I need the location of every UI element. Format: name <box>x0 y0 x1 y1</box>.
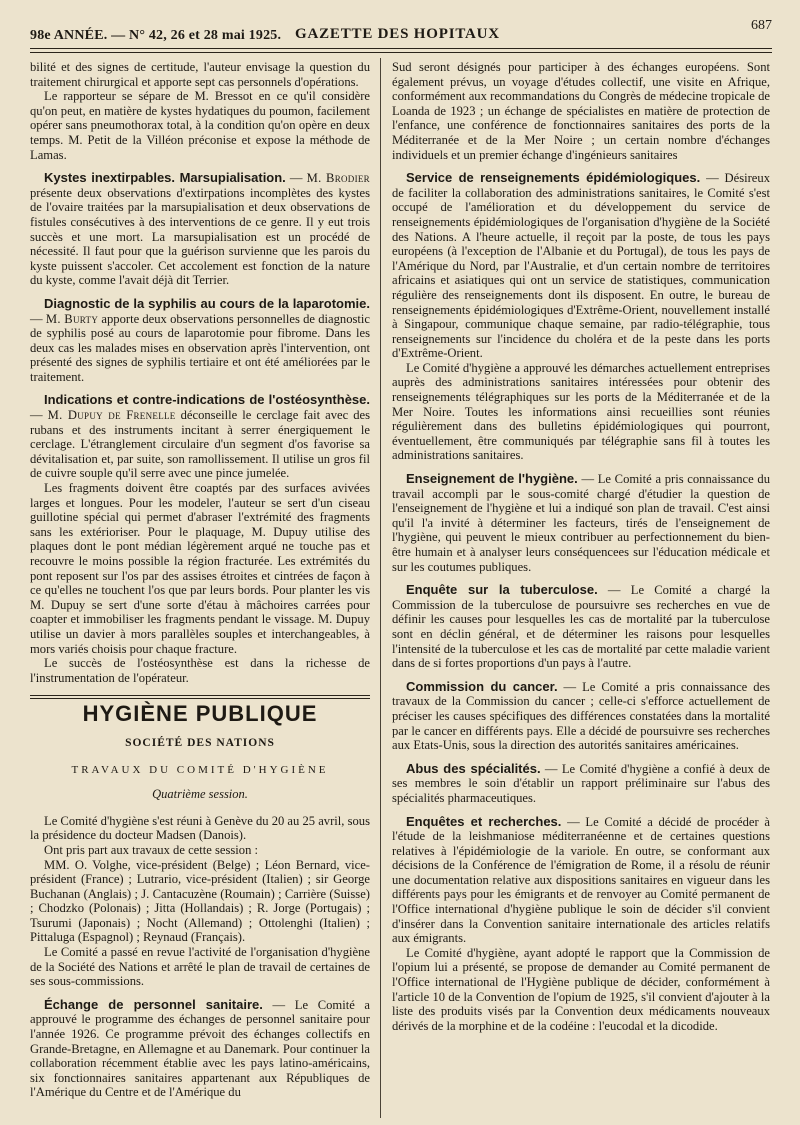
page-header <box>30 16 772 46</box>
paragraph: Ont pris part aux travaux de cette session : <box>44 842 259 857</box>
section-text: Le Comité a pris connaissance des travaux de la Commission du cancer ; celle-ci s'efforce actuellement de préciser les causes spécifiques des différences constatées dans la mortalité par le cancer en différents pays. Elle a décidé de poursuivre ses recherches aux Etats-Unis, sous la direction des autorités sanitaires américaines. <box>392 679 771 753</box>
section-heading: Diagnostic de la syphilis au cours de la laparotomie. <box>44 295 370 311</box>
section-text: Le Comité d'hygiène a confié à deux de ses membres le soin d'établir un rapport préliminaire sur l'abus des spécialités pharmaceutiques. <box>392 761 770 805</box>
section-heading: Enseignement de l'hygiène. <box>406 471 578 487</box>
section-specialites: Abus des spécialités. — Le Comité d'hygiène a confié à deux de ses membres le soin d'établir un rapport préliminaire sur l'abus des spécialités pharmaceutiques. <box>392 760 770 805</box>
section-text: Désireux de faciliter la collaboration des administrations sanitaires, le Comité s'est occupé de l'amélioration et du développement du service de renseignements épidémiologiques de l'organisation d'hygiène de la Société des Nations. A l'heure actuelle, il reçoit par la poste, de tous les pays européens (à l'exception de l'Albanie et du Portugal), de tous les pays de l'Amérique du Nord, par l'Australie, et d'un certain nombre de territoires africains et asiatiques qui ont un service de statistiques, communication régulière des renseignements dont ils disposent. En outre, le bureau de renseignements épidémiologiques d'Extrême-Orient, nouvellement installé à Singapour, communique chaque semaine, par radio-télégraphie, tous renseignements sur l'incidence du choléra et de la peste dans les ports d'Extrême-Orient. <box>392 171 770 361</box>
author-name: M. Burty <box>45 311 99 326</box>
section-renseignements: Service de renseignements épidémiologiques. — Désireux de faciliter la collaboration des administrations sanitaires, le Comité s'est occupé de l'amélioration et du développement du service de renseignements épidémiologiques de l'organisation d'hygiène de la Société des Nations. A l'heure actuelle, il reçoit par la poste, de tous les pays européens (à l'exception de l'Albanie et du Portugal), de tous les pays de l'Amérique du Nord, par l'Australie, et d'un certain nombre de territoires africains et asiatiques qui ont un service de statistiques, communication régulière des renseignements dont ils disposent. En outre, le bureau de renseignements épidémiologiques d'Extrême-Orient, nouvellement installé à Singapour, communique chaque semaine, par radio-télégraphie, tous renseignements sur l'incidence du choléra et de la peste dans les ports d'Extrême-Orient. <box>392 170 770 361</box>
section-cancer: Commission du cancer. — Le Comité a pris connaissance des travaux de la Commission du cancer ; celle-ci s'efforce actuellement de préciser les causes spécifiques des différences constatées dans la mortalité par le cancer en différents pays. Elle a décidé de poursuivre ses recherches aux Etats-Unis, sous la direction des autorités sanitaires américaines. <box>392 678 771 753</box>
paragraph: Le rapporteur se sépare de M. Bressot en ce qu'il considère qu'on peut, en matière de kystes hydatiques du poumon, facilement opérer sans pneumothorax total, à la condition qu'on opère en deux temps. M. Petit de la Villéon préconise et expose la méthode de Lamas. <box>30 89 370 162</box>
paragraph: Le succès de l'ostéosynthèse est dans la richesse de l'instrumentation de l'opérateur. <box>30 656 370 685</box>
section-recherches: Enquêtes et recherches. — Le Comité a décidé de procéder à l'étude de la leishmaniose méditerranéenne et de certaines questions relatives à l'épidémiologie de la variole. En outre, se conformant aux décisions de la Conférence de l'émigration de Rome, il a résolu de réunir une documentation relative aux dispositions sanitaires en vigueur dans les différents pays pour les émigrants et de renvoyer au Comité permanent de l'Office international d'hygiène publique le soin de décider s'il convient d'insérer dans la Convention sanitaire internationale des articles relatifs aux émigrants. <box>392 813 770 946</box>
paragraph: Sud seront désignés pour participer à des échanges européens. Sont également prévus, un voyage d'études collectif, une visite en Afrique, conformément aux recommandations du Congrès de médecine tropicale de Loanda de 1923 ; un échange de spécialistes en matière de protection de l'enfance, une conférence de fonctionnaires sanitaires des ports de la Méditerranée et de la Mer Noire ; un certain nombre d'échanges individuels et un premier échange d'ingénieurs sanitaires <box>392 60 770 162</box>
paragraph: Le Comité d'hygiène a approuvé les démarches actuellement entreprises auprès des administrations sanitaires intéressées pour obtenir des renseignements télégraphiques sur les ports de la Méditerranée et de la Mer Noire. Toutes les informations ainsi recueillies sont réunies régulièrement dans des bulletins épidémiologiques qui pourront, éventuellement, être communiqués par télégraphie sans fil à toutes les administrations sanitaires. <box>392 360 770 463</box>
author-name: M. Dupuy de Frenelle <box>47 408 176 423</box>
paragraph: MM. O. Volghe, vice-président (Belge) ; Léon Bernard, vice-président (France) ; Lutrario, vice-président (Italien) ; sir George Buchanan (Anglais) ; J. Cantacuzène (Roumain) ; Carrière (Suisse) ; Chodzko (Polonais) ; Jitta (Hollandais) ; R. Jorge (Portugais) ; Tsurumi (Japonais) ; Nocht (Allemand) ; Ottolenghi (Italien) ; Pittaluga (Espagnol) ; Reynaud (Français). <box>30 857 370 945</box>
section-tuberculose: Enquête sur la tuberculose. — Le Comité a chargé la Commission de la tuberculose de poursuivre ses recherches en vue de définir les causes pour lesquelles les cas de mortalité par la tuberculose sont en déclin général, et de déterminer les raisons pour lesquelles l'intensité de la tuberculose et les cas de mortalité par cette maladie varient dans de si fortes proportions d'un pays à l'autre. <box>392 582 770 671</box>
paragraph: Le Comité a passé en revue l'activité de l'organisation d'hygiène de la Société des Nations et arrêté le plan de travail de certaines de ses sous-commissions. <box>30 945 370 989</box>
header-rule <box>30 48 772 53</box>
section-heading: Commission du cancer. <box>406 678 558 694</box>
section-heading: Abus des spécialités. <box>406 760 541 776</box>
section-heading: Enquête sur la tuberculose. <box>406 582 598 598</box>
section-text: Le Comité a pris connaissance du travail accompli par le sous-comité chargé d'étudier la question de l'enseignement de l'hygiène et lui a indiqué son plan de travail. C'est ainsi qu'il l'a invité à déterminer les facteurs, tirés de l'enseignement de l'hygiène, qui peuvent le mieux contribuer au perfectionnement du bien-être humain et à analyser leurs conséquencees sur l'éducation médicale et sur les coutumes publiques. <box>392 472 770 574</box>
travaux-heading: TRAVAUX DU COMITÉ D'HYGIÈNE <box>71 763 329 776</box>
paragraph: Le Comité d'hygiène, ayant adopté le rapport que la Commission de l'opium lui a présenté, se propose de demander au Comité permanent de l'Office international de l'Hygiène publique de décider, conformément à l'article 10 de la Convention de l'opium de 1925, s'il convient d'ajouter à la liste des produits visés par la Convention deux médicaments nouveaux dérivés de la morphine et de la codéine : l'eucodal et la dicodide. <box>392 945 770 1033</box>
section-heading: Échange de personnel sanitaire. <box>44 996 263 1012</box>
section-heading: Service de renseignements épidémiologiques. <box>406 170 701 186</box>
section-echange: Échange de personnel sanitaire. — Le Comité a approuvé le programme des échanges de personnel sanitaire pour l'année 1926. Ce programme prévoit des échanges collectifs en Grande-Bretagne, en Allemagne et au Danemark. Pour continuer la collaboration récemment établie avec les pays latino-américains, six fonctionnaires sanitaires appartenant aux Républiques de l'Amérique du Centre et de l'Amérique du <box>30 996 371 1100</box>
section-text: Le Comité a approuvé le programme des échanges de personnel sanitaire pour l'année 1926. Ce programme prévoit des échanges collectifs en Grande-Bretagne, en Allemagne et au Danemark. Pour continuer la collaboration récemment établie avec les pays latino-américains, six fonctionnaires sanitaires appartenant aux Républiques de l'Amérique du Centre et de l'Amérique du <box>30 997 371 1100</box>
section-text: présente deux observations d'extirpations incomplètes des kystes de l'ovaire traitées par la marsupialisation et deux observations de fistules consécutives à des interventions de ce genre. Il y eut trois succès et une mort. La marsupialisation est un procédé de nécessité. Il faut pour que la guérison survienne que les parois du kyste puissent s'accoler. Cet accolement est fonction de la nature du kyste, comme l'avait déjà dit Terrier. <box>30 185 370 288</box>
paragraph: Les fragments doivent être coaptés par des surfaces avivées larges et longues. Pour les modeler, l'auteur se sert d'un ciseau guillotine spécial qui permet d'abraser l'extrémité des fragments sans les extérioriser. Pour le plaquage, M. Dupuy utilise des plaques dont le pont médian légèrement arqué ne touche pas et recouvre le moins possible la région fracturée. Les extrémités du pont reposent sur l'os par des assises étroites et cintrées de façon à ce qu'elles ne touchent l'os que par leurs bords. Pour planter les vis M. Dupuy se sert d'une sorte d'étau à mâchoires carrées pour coapter et immobiliser les fragments pendant le vissage. M. Dupuy utilise un davier à mors parallèles souples et interchangeables, à mors variés choisis pour chaque fracture. <box>30 481 370 656</box>
section-heading: Kystes inextirpables. Marsupialisation. <box>44 170 286 186</box>
section-marsupialisation: Kystes inextirpables. Marsupialisation. — M. Brodier présente deux observations d'extirpations incomplètes des kystes de l'ovaire traitées par la marsupialisation et deux observations de fistules consécutives à des interventions de ce genre. Il y eut trois succès et une mort. La marsupialisation est un procédé de nécessité. Il faut pour que la guérison survienne que les parois du kyste puissent s'accoler. Cet accolement est fonction de la nature du kyste, comme l'avait déjà dit Terrier. <box>30 170 370 288</box>
section-text: apporte deux observations personnelles de diagnostic de syphilis posé au cours de laparotomie pour fibrome. Dans les deux cas les malades mises en observation après l'intervention, ont présenté des signes de syphilis tertiaire et ont été améliorées par le traitement. <box>30 311 370 384</box>
left-column <box>30 60 370 1100</box>
hygiene-title: HYGIÈNE PUBLIQUE <box>82 701 318 727</box>
page-number: 687 <box>751 18 772 33</box>
paragraph: Le Comité d'hygiène s'est réuni à Genève du 20 au 25 avril, sous la présidence du docteur Madsen (Danois). <box>30 813 370 843</box>
section-text: Le Comité a décidé de procéder à l'étude de la leishmaniose méditerranéenne et de certaines questions relatives à l'épidémiologie de la variole. En outre, se conformant aux décisions de la Conférence de l'émigration de Rome, il a résolu de réunir une documentation relative aux dispositions sanitaires en vigueur dans les différents pays pour les émigrants et de renvoyer au Comité permanent de l'Office international d'hygiène publique le soin de décider s'il convient d'insérer dans la Convention sanitaire internationale des articles relatifs aux émigrants. <box>392 814 770 946</box>
issue-line: 98e ANNÉE. — N° 42, 26 et 28 mai 1925. <box>30 28 282 43</box>
section-heading: Indications et contre-indications de l'ostéosynthèse. <box>44 392 370 408</box>
section-enseignement: Enseignement de l'hygiène. — Le Comité a pris connaissance du travail accompli par le sous-comité chargé d'étudier la question de l'enseignement de l'hygiène et lui a indiqué son plan de travail. C'est ainsi qu'il l'a invité à déterminer les facteurs, tirés de l'enseignement de l'hygiène, qui peuvent le mieux contribuer au perfectionnement du bien-être humain et à analyser leurs conséquencees sur l'éducation médicale et sur les coutumes publiques. <box>392 471 770 574</box>
section-osteosynthese: Indications et contre-indications de l'ostéosynthèse. — M. Dupuy de Frenelle déconseille le cerclage fait avec des rubans et des instruments incitant à serrer énergiquement le cerclage. L'étranglement circulaire d'un segment d'os favorise sa dévitalisation et, par suite, son ramollissement. Il utilise un gros fil de cuivre souple qu'il serre avec une pince jumelée. <box>30 392 370 481</box>
section-text: déconseille le cerclage fait avec des rubans et des instruments incitant à serrer énergiquement le cerclage. L'étranglement circulaire d'un segment d'os favorise sa dévitalisation et, par suite, son ramollissement. Il utilise un gros fil de cuivre souple qu'il serre avec une pince jumelée. <box>30 408 370 481</box>
session-heading: Quatrième session. <box>152 787 248 802</box>
section-text: Le Comité a chargé la Commission de la tuberculose de poursuivre ses recherches en vue de définir les causes pour lesquelles les cas de mortalité par la tuberculose sont en déclin général, et de déterminer les raisons pour lesquelles l'intensité de la tuberculose et les cas de mortalité par cette maladie varient dans de si fortes proportions d'un pays à l'autre. <box>392 583 770 671</box>
section-syphilis: Diagnostic de la syphilis au cours de la laparotomie. — M. Burty apporte deux observations personnelles de diagnostic de syphilis posé au cours de laparotomie pour fibrome. Dans les deux cas les malades mises en observation après l'intervention, ont présenté des signes de syphilis tertiaire et ont été améliorées par le traitement. <box>30 295 370 384</box>
society-heading: SOCIÉTÉ DES NATIONS <box>125 736 275 749</box>
section-rule <box>30 695 370 699</box>
paragraph: bilité et des signes de certitude, l'auteur envisage la question du traitement chirurgical et apporte sept cas personnels d'opérations. <box>30 60 370 89</box>
section-heading: Enquêtes et recherches. <box>406 813 562 829</box>
column-divider <box>380 58 381 1118</box>
author-name: M. Brodier <box>306 171 370 186</box>
journal-title: GAZETTE DES HOPITAUX <box>295 26 500 42</box>
right-column <box>392 60 770 1033</box>
